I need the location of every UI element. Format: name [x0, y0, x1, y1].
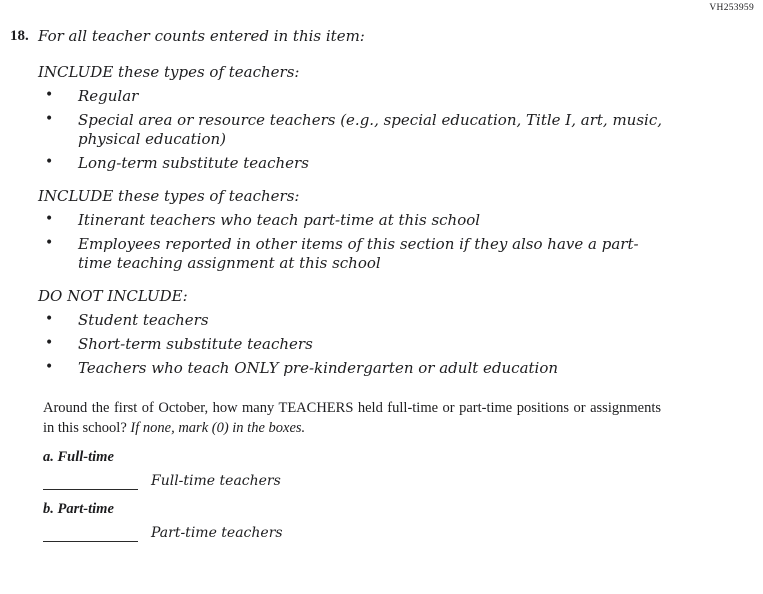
list-item-text: Regular	[78, 87, 139, 105]
bullet-icon: •	[45, 87, 54, 103]
question-note-text: If none, mark (0) in the boxes.	[130, 419, 306, 436]
list-item	[38, 311, 663, 330]
list-item-text: Employees reported in other items of this section if they also have a part-time teaching assignment at this school	[78, 235, 639, 272]
list-item	[38, 111, 663, 149]
list-item	[38, 211, 663, 230]
part-a-label: a. Full-time	[43, 449, 114, 465]
bullet-icon: •	[45, 359, 54, 375]
part-a-answer-row	[43, 473, 703, 490]
bullet-list	[38, 211, 703, 273]
list-item-text: Teachers who teach ONLY pre-kindergarten or adult education	[78, 359, 559, 377]
bullet-list	[38, 87, 703, 173]
part-time-count-blank[interactable]	[43, 526, 138, 542]
list-item	[38, 359, 663, 378]
question-paragraph	[43, 399, 661, 438]
list-item-text: Itinerant teachers who teach part-time at this school	[78, 211, 481, 229]
item-body	[38, 27, 703, 542]
part-b-answer-row	[43, 525, 703, 542]
item-number: 18.	[10, 28, 29, 44]
full-time-answer-label: Full-time teachers	[151, 473, 281, 489]
list-item	[38, 335, 663, 354]
part-b-label: b. Part-time	[43, 501, 114, 517]
list-item-text: Student teachers	[78, 311, 209, 329]
group-heading: INCLUDE these types of teachers:	[38, 63, 300, 81]
item-18	[10, 27, 703, 542]
bullet-icon: •	[45, 335, 54, 351]
bullet-icon: •	[45, 311, 54, 327]
group-heading: DO NOT INCLUDE:	[38, 287, 188, 305]
list-item	[38, 154, 663, 173]
item-heading: For all teacher counts entered in this item:	[38, 27, 365, 45]
group-heading: INCLUDE these types of teachers:	[38, 187, 300, 205]
form-id-code: VH253959	[709, 3, 754, 13]
question-main-text: Around the first of October, how many TEACHERS held full-time or part-time positions or assignments in this school?	[43, 400, 661, 436]
part-time-answer-label: Part-time teachers	[151, 525, 283, 541]
list-item-text: Short-term substitute teachers	[78, 335, 313, 353]
list-item-text: Special area or resource teachers (e.g., special education, Title I, art, music, physical education)	[78, 111, 662, 148]
list-item	[38, 87, 663, 106]
bullet-list	[38, 311, 703, 378]
include-group-2	[38, 187, 703, 273]
full-time-count-blank[interactable]	[43, 474, 138, 490]
bullet-icon: •	[45, 235, 54, 251]
bullet-icon: •	[45, 154, 54, 170]
bullet-icon: •	[45, 111, 54, 127]
list-item-text: Long-term substitute teachers	[78, 154, 309, 172]
list-item	[38, 235, 663, 273]
include-group-1	[38, 63, 703, 173]
do-not-include-group	[38, 287, 703, 378]
bullet-icon: •	[45, 211, 54, 227]
